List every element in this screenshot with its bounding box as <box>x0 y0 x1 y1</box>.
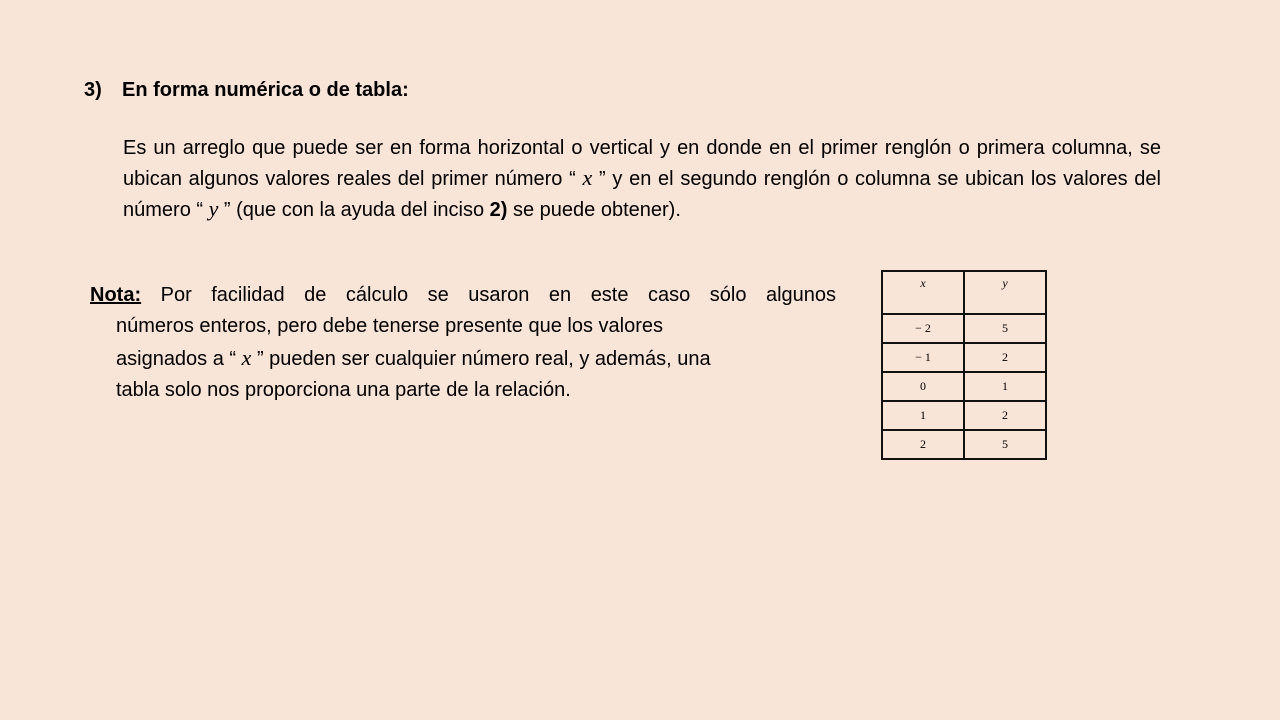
header-y: y <box>964 271 1046 314</box>
variable-x: x <box>582 165 593 190</box>
note-text: ” pueden ser cualquier número real, y además, una <box>256 348 711 370</box>
paragraph-text: ” y en el segundo renglón o columna se ubican los valores del número “ <box>123 168 1161 221</box>
note-text: asignados a “ <box>116 348 237 370</box>
note-line <box>90 342 836 375</box>
paragraph-text: ” (que con la ayuda del inciso <box>223 199 485 221</box>
values-table <box>881 270 1047 460</box>
table-row <box>882 314 1046 343</box>
cell-x: 1 <box>882 401 964 430</box>
description-paragraph <box>123 133 1161 225</box>
table-header-row <box>882 271 1046 314</box>
paragraph-text: Es un arreglo que puede ser en forma horizontal o vertical y en donde en el primer renglón o primera columna, se ubican algunos valores reales del primer número “ <box>123 137 1161 190</box>
note-label: Nota: <box>90 284 142 306</box>
note-line <box>90 280 836 311</box>
header-x: x <box>882 271 964 314</box>
note-text: Por facilidad de cálculo se usaron en este caso sólo algunos <box>160 284 837 306</box>
cell-x: 2 <box>882 430 964 459</box>
note-block <box>90 280 836 406</box>
section-heading <box>84 79 409 102</box>
cell-x: 0 <box>882 372 964 401</box>
cell-x: − 1 <box>882 343 964 372</box>
table-row <box>882 401 1046 430</box>
cell-y: 5 <box>964 314 1046 343</box>
cell-y: 1 <box>964 372 1046 401</box>
variable-y: y <box>208 196 219 221</box>
section-title: En forma numérica o de tabla: <box>122 79 409 101</box>
paragraph-text: se puede obtener). <box>513 199 681 221</box>
table-row <box>882 343 1046 372</box>
inciso-reference: 2) <box>489 199 508 221</box>
section-number: 3) <box>84 79 102 101</box>
note-line: tabla solo nos proporciona una parte de la relación. <box>116 379 571 401</box>
table-row <box>882 372 1046 401</box>
cell-y: 5 <box>964 430 1046 459</box>
cell-x: − 2 <box>882 314 964 343</box>
cell-y: 2 <box>964 401 1046 430</box>
table-row <box>882 430 1046 459</box>
note-line: números enteros, pero debe tenerse presente que los valores <box>116 315 664 337</box>
cell-y: 2 <box>964 343 1046 372</box>
variable-x: x <box>241 345 252 370</box>
